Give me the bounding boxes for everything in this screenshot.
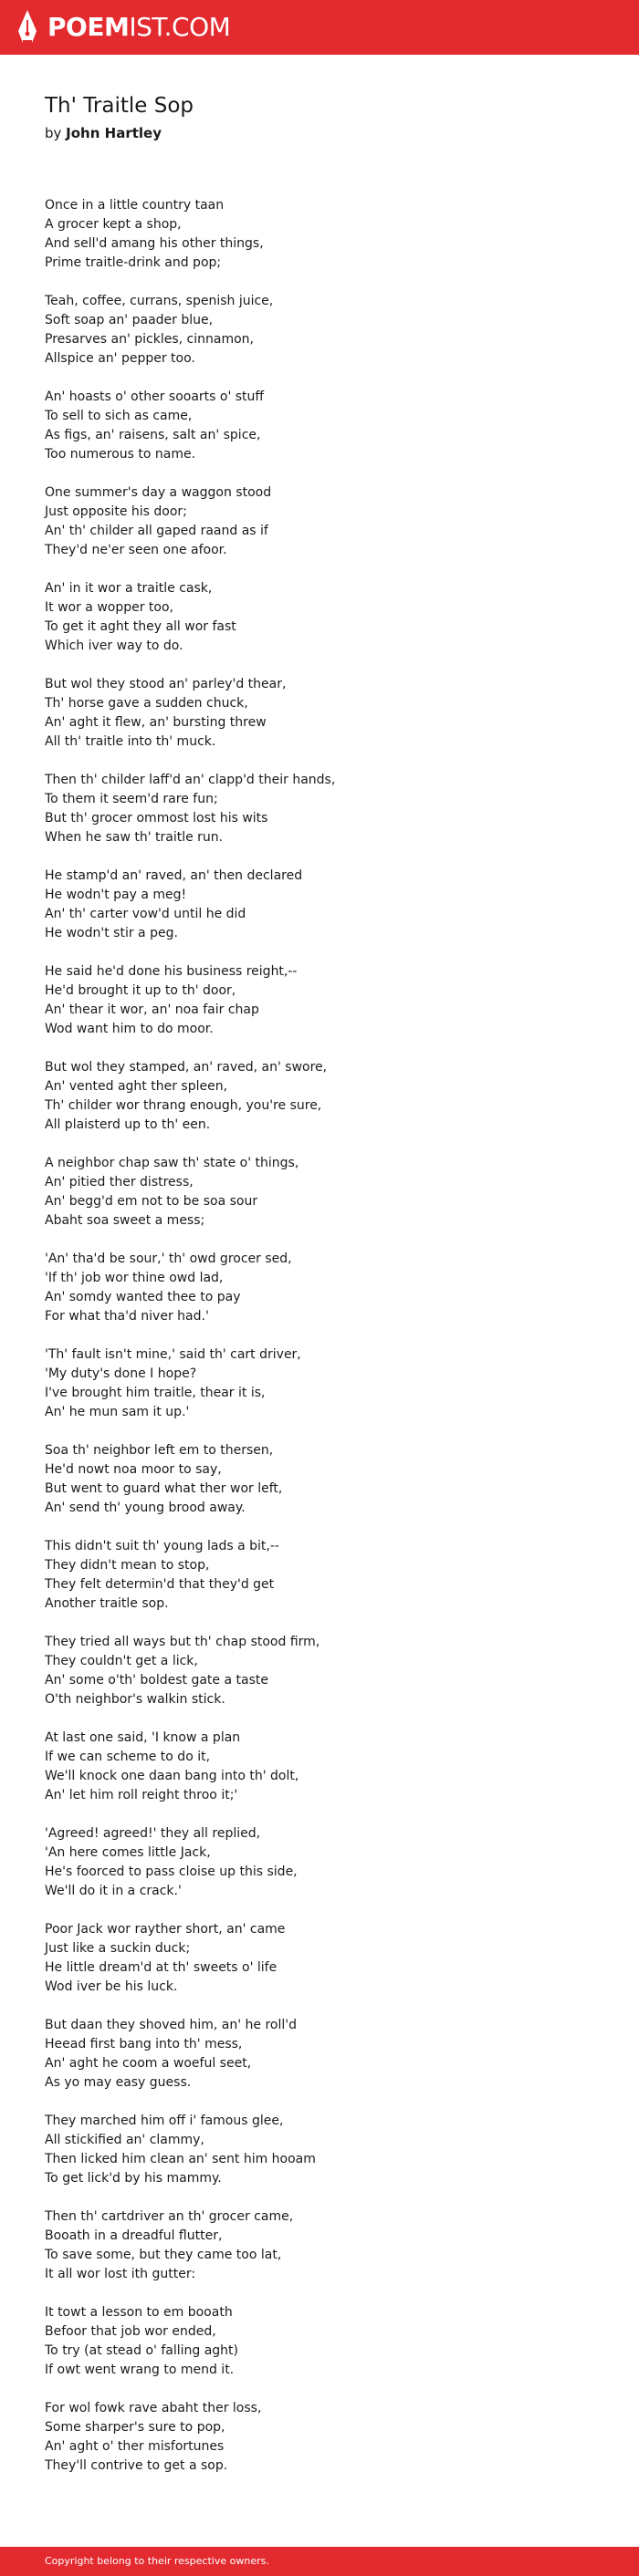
poem-line: An' hoasts o' other sooarts o' stuff [45,390,265,404]
poem-line: Too numerous to name. [45,447,196,462]
poem-line: All stickified an' clammy, [45,2133,204,2147]
poem-line: Then th' childer laff'd an' clapp'd their hands, [45,773,336,787]
copyright-notice: Copyright belong to their respective owners. [45,2555,269,2567]
poem-line: For wol fowk rave abaht ther loss, [45,2401,262,2415]
poem-line: To try (at stead o' falling aght) [45,2343,239,2358]
poem-line: An' vented aght ther spleen, [45,1079,228,1094]
poem-stanza [45,675,611,752]
poem-line: Soa th' neighbor left em to thersen, [45,1443,274,1458]
by-label: by [45,125,67,141]
poem-line: An' let him roll reight throo it;' [45,1788,238,1802]
poem-line: Booath in a dreadful flutter, [45,2228,223,2243]
site-footer [0,2547,639,2576]
poem-line: An' pitied ther distress, [45,1175,194,1189]
poem-line: They felt determin'd that they'd get [45,1577,275,1592]
poem-line: It towt a lesson to em booath [45,2305,233,2320]
poem-stanza [45,2016,611,2093]
poem-stanza [45,1824,611,1901]
logo-text-bold: POEM [47,12,130,42]
poem-line: 'My duty's done I hope? [45,1366,197,1381]
poem-line: And sell'd amang his other things, [45,236,264,251]
poem-line: An' aght o' ther misfortunes [45,2439,225,2454]
poem-line: Prime traitle-drink and pop; [45,255,222,270]
poem-stanza [45,1729,611,1805]
poem-line: Wod iver be his luck. [45,1979,178,1994]
poem-line: As yo may easy guess. [45,2075,192,2090]
poem-stanza [45,2399,611,2476]
poem-line: An' aght it flew, an' bursting threw [45,715,267,730]
poem-line: An' send th' young brood away. [45,1501,246,1515]
poem-stanza [45,2112,611,2188]
poem-line: But th' grocer ommost lost his wits [45,811,268,826]
fountain-pen-nib-icon [16,9,38,46]
poem-line: Once in a little country taan [45,198,225,213]
poem-stanza [45,1058,611,1135]
poem-line: Teah, coffee, currans, spenish juice, [45,294,274,308]
poem-line: All th' traitle into th' muck. [45,734,216,749]
poem-stanza [45,962,611,1039]
poem-line: He'd brought it up to th' door, [45,983,236,998]
poem-line: I've brought him traitle, thear it is, [45,1386,266,1400]
poem-line: Presarves an' pickles, cinnamon, [45,332,254,347]
poem-line: To get it aght they all wor fast [45,619,236,634]
poem-line: 'Th' fault isn't mine,' said th' cart driver, [45,1347,301,1362]
poem-line: All plaisterd up to th' een. [45,1117,211,1132]
poem-line: They couldn't get a lick, [45,1654,198,1668]
poem-stanza [45,867,611,943]
poem-line: We'll knock one daan bang into th' dolt, [45,1769,299,1783]
poem-line: He little dream'd at th' sweets o' life [45,1960,278,1975]
poem-author-link[interactable]: John Hartley [66,125,162,141]
poem-stanza [45,771,611,847]
poem-line: Some sharper's sure to pop, [45,2420,225,2435]
poem-line: Th' horse gave a sudden chuck, [45,696,248,711]
poem-line: A grocer kept a shop, [45,217,182,232]
poem-line: He'd nowt noa moor to say, [45,1462,222,1477]
poem-byline [45,124,611,142]
poem-stanza [45,1537,611,1614]
poem-line: He's foorced to pass cloise up this side, [45,1864,298,1879]
poem-line: Which iver way to do. [45,639,183,653]
poem-line: As figs, an' raisens, salt an' spice, [45,428,261,442]
poem-line: At last one said, 'I know a plan [45,1730,241,1745]
poem-line: An' in it wor a traitle cask, [45,581,213,596]
poem-line: They didn't mean to stop, [45,1558,210,1573]
poem-line: Soft soap an' paader blue, [45,313,214,327]
poem-line: But wol they stamped, an' raved, an' swore, [45,1060,328,1075]
site-logo[interactable] [16,9,230,46]
poem-heading [45,91,611,142]
poem-stanza [45,388,611,464]
poem-title: Th' Traitle Sop [45,94,194,118]
poem-line: An' aght he coom a woeful seet, [45,2056,252,2071]
poem-stanza [45,2207,611,2284]
poem-line: But daan they shoved him, an' he roll'd [45,2018,297,2032]
poem-line: Then th' cartdriver an th' grocer came, [45,2209,294,2224]
poem-line: Poor Jack wor rayther short, an' came [45,1922,286,1937]
poem-stanza [45,292,611,369]
poem-stanza [45,579,611,656]
poem-line: To sell to sich as came, [45,409,193,423]
poem-stanza [45,2303,611,2380]
poem-line: An' thear it wor, an' noa fair chap [45,1002,259,1017]
poem-line: Then licked him clean an' sent him hooam [45,2152,316,2166]
poem-line: When he saw th' traitle run. [45,830,224,845]
poem-line: To save some, but they came too lat, [45,2248,282,2262]
poem-line: They'll contrive to get a sop. [45,2458,228,2473]
poem-line: An' th' childer all gaped raand as if [45,524,268,538]
poem-line: Allspice an' pepper too. [45,351,195,366]
poem-line: Heead first bang into th' mess, [45,2037,243,2051]
poem-line: He said he'd done his business reight,-- [45,964,298,979]
site-logo-text [47,9,230,46]
poem-line: An' he mun sam it up.' [45,1405,190,1419]
poem-stanza [45,1154,611,1231]
poem-line: To get lick'd by his mammy. [45,2171,222,2186]
poem-line: An' some o'th' boldest gate a taste [45,1673,268,1688]
poem-line: If owt went wrang to mend it. [45,2363,235,2377]
poem-line: One summer's day a waggon stood [45,485,272,500]
poem-line: 'If th' job wor thine owd lad, [45,1271,224,1285]
poem-stanza [45,1345,611,1422]
poem-stanza [45,1633,611,1709]
poem-line: He stamp'd an' raved, an' then declared [45,868,303,883]
poem-line: We'll do it in a crack.' [45,1884,182,1898]
poem-line: He wodn't pay a meg! [45,888,187,902]
poem-line: It all wor lost ith gutter: [45,2267,196,2281]
poem-line: This didn't suit th' young lads a bit,-- [45,1539,279,1553]
poem-line: 'An' tha'd be sour,' th' owd grocer sed, [45,1252,292,1266]
poem-line: To them it seem'd rare fun; [45,792,218,806]
poem-stanza [45,1250,611,1326]
poem-line: 'Agreed! agreed!' they all replied, [45,1826,261,1841]
poem-line: Befoor that job wor ended, [45,2324,216,2339]
poem-line: But wol they stood an' parley'd thear, [45,677,287,691]
poem-line: Another traitle sop. [45,1596,169,1611]
site-header [0,0,639,55]
poem-line: Just opposite his door; [45,504,187,519]
poem-line: They tried all ways but th' chap stood firm, [45,1635,320,1649]
poem-line: 'An here comes little Jack, [45,1845,211,1860]
poem-line: They marched him off i' famous glee, [45,2114,284,2128]
poem-stanza [45,1920,611,1997]
poem-stanza [45,1441,611,1518]
poem-line: Abaht soa sweet a mess; [45,1213,205,1228]
poem-line: Wod want him to do moor. [45,1022,214,1036]
poem-line: Th' childer wor thrang enough, you're sure, [45,1098,322,1113]
poem-line: O'th neighbor's walkin stick. [45,1692,225,1707]
poem-line: It wor a wopper too, [45,600,173,615]
poem-stanza [45,196,611,273]
poem-line: An' somdy wanted thee to pay [45,1290,241,1304]
poem-line: An' th' carter vow'd until he did [45,907,246,921]
poem-stanza [45,483,611,560]
poem-line: But went to guard what ther wor left, [45,1481,283,1496]
poem-line: They'd ne'er seen one afoor. [45,543,227,557]
poem-line: He wodn't stir a peg. [45,926,178,940]
poem-line: Just like a suckin duck; [45,1941,191,1956]
poem-line: An' begg'd em not to be soa sour [45,1194,258,1209]
poem-body [45,196,611,2495]
poem-line: If we can scheme to do it, [45,1750,211,1764]
poem-line: A neighbor chap saw th' state o' things, [45,1156,299,1170]
logo-text-light: IST.COM [129,12,231,42]
poem-line: For what tha'd niver had.' [45,1309,209,1324]
